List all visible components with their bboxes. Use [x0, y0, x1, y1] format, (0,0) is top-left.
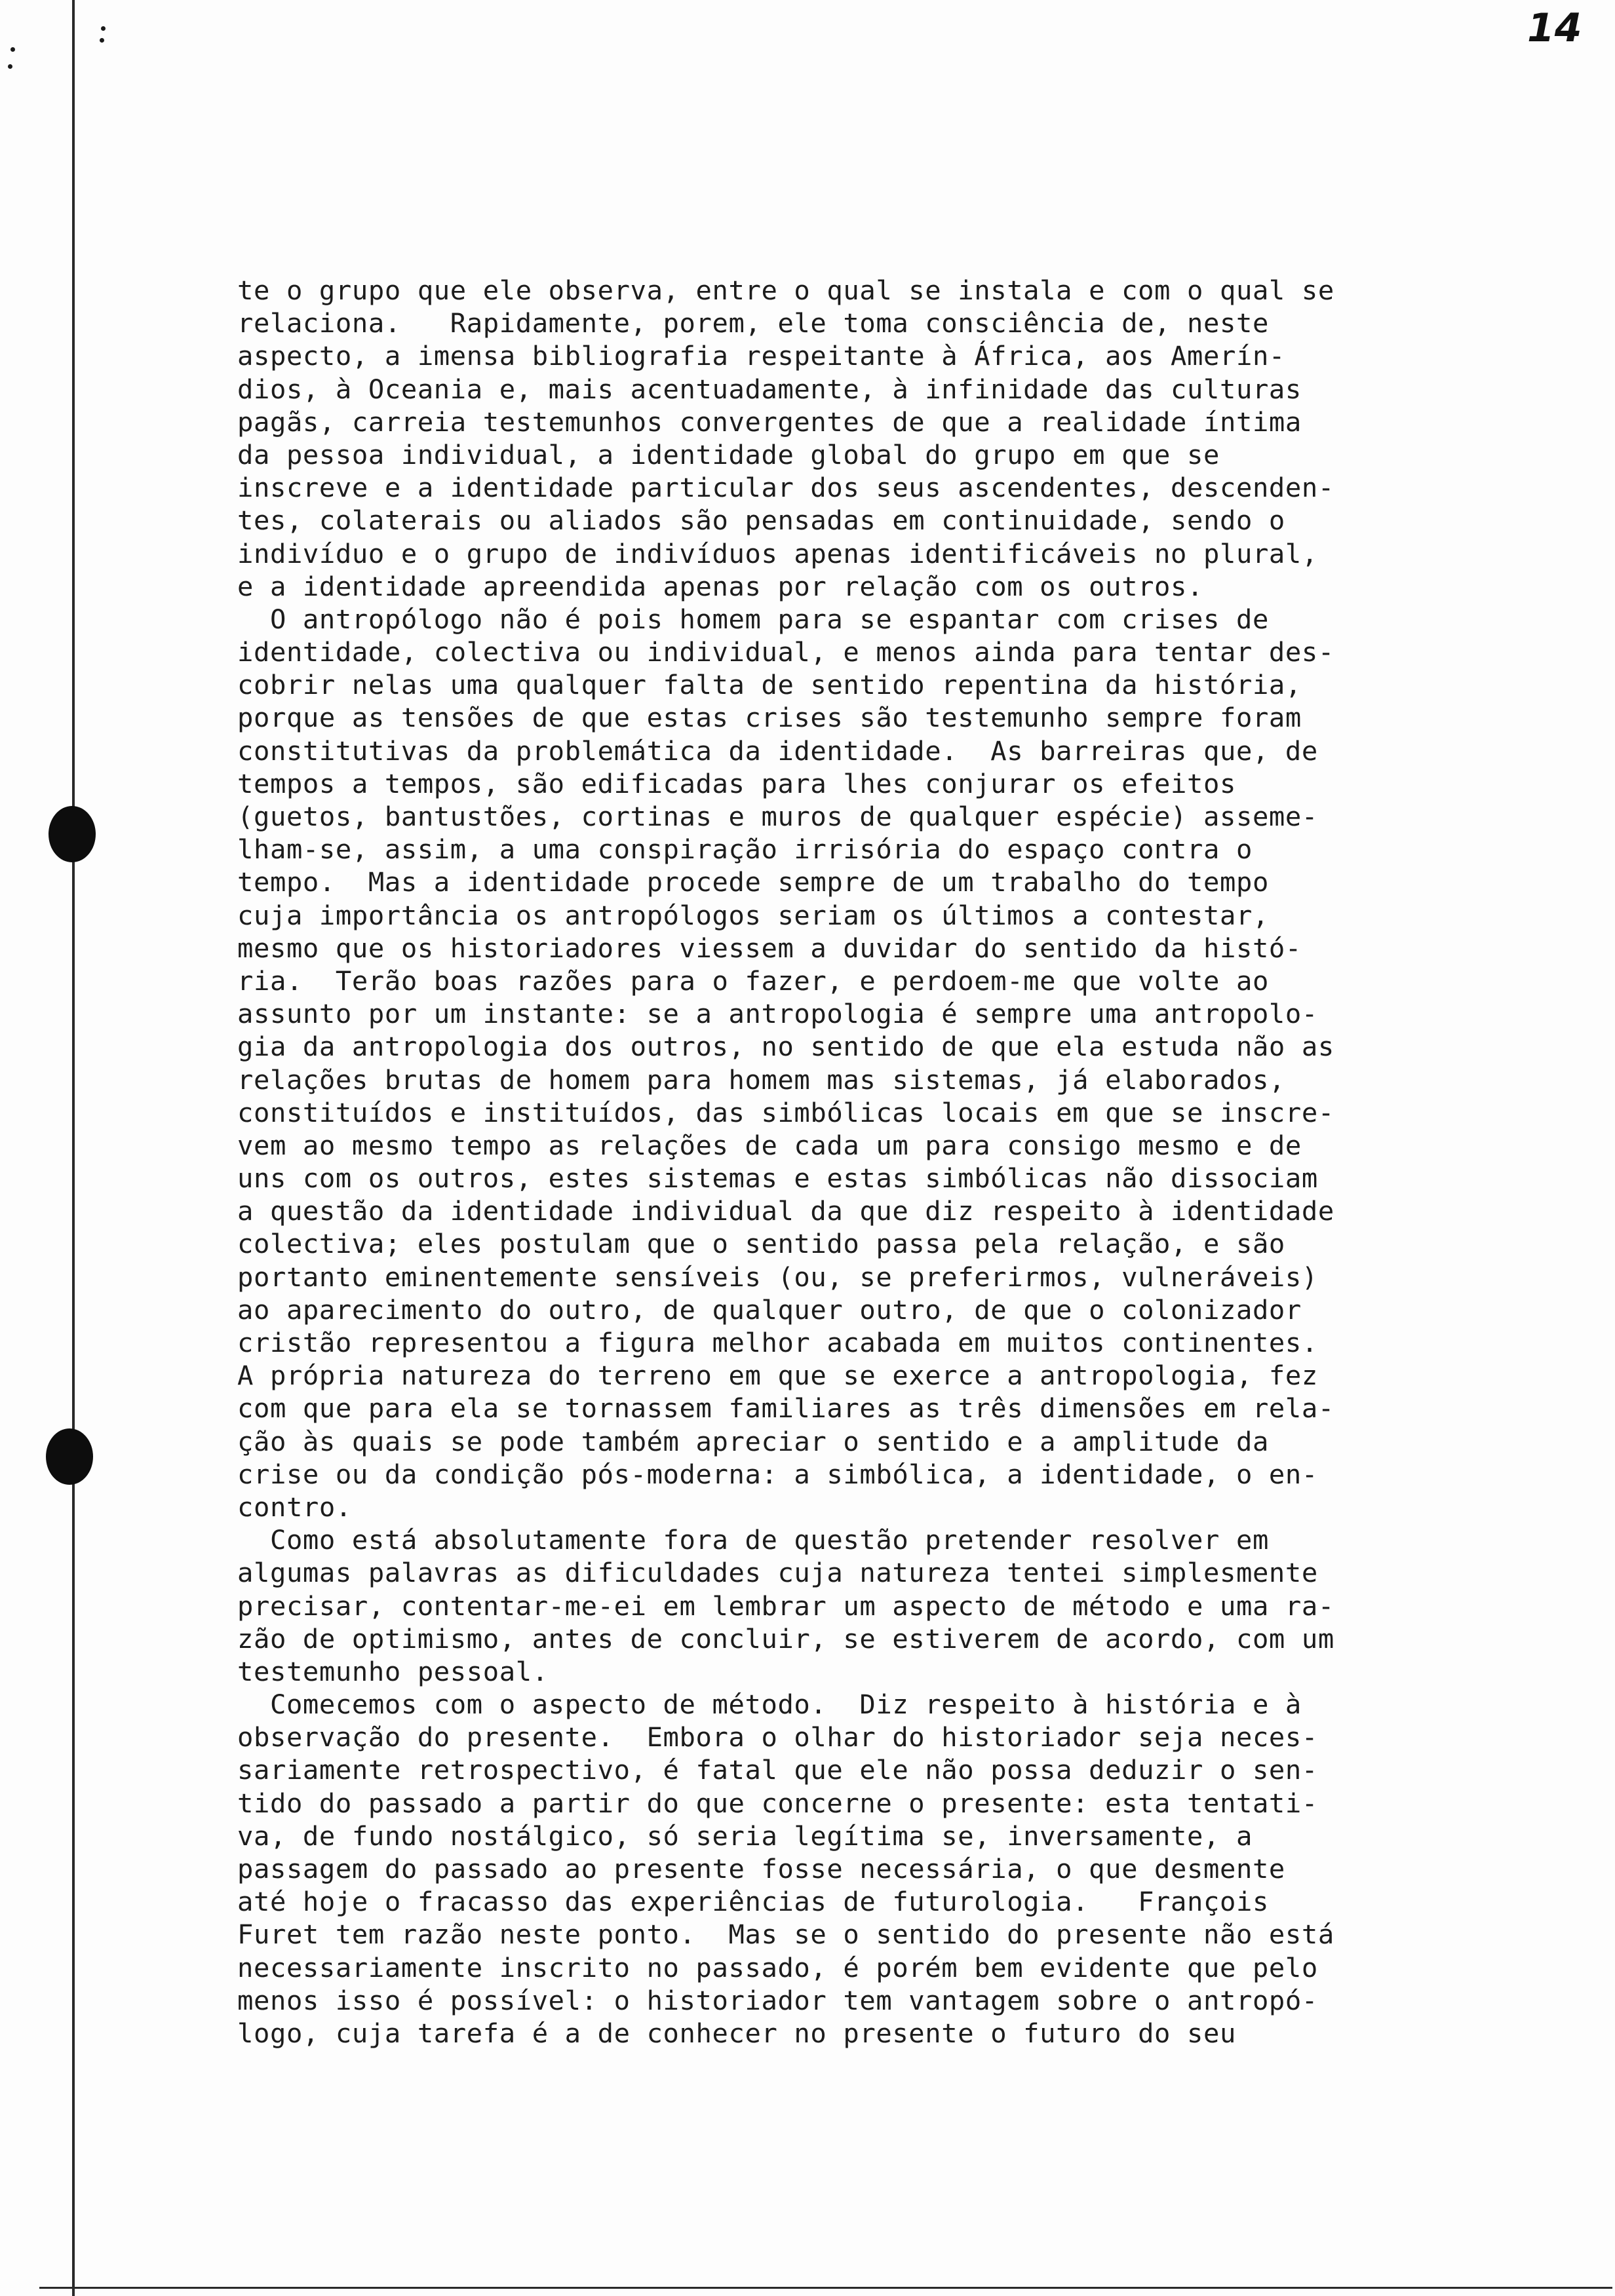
text-line: menos isso é possível: o historiador tem vantagem sobre o antropó- [237, 1984, 1318, 2016]
text-line: com que para ela se tornassem familiares as três dimensões em rela- [237, 1392, 1334, 1425]
text-line: observação do presente. Embora o olhar do historiador seja neces- [237, 1721, 1318, 1753]
text-line: uns com os outros, estes sistemas e estas simbólicas não dissociam [237, 1162, 1318, 1195]
text-line: vem ao mesmo tempo as relações de cada um para consigo mesmo e de [237, 1129, 1302, 1161]
text-line: lham-se, assim, a uma conspiração irrisória do espaço contra o [237, 833, 1253, 866]
text-line: passagem do passado ao presente fosse necessária, o que desmente [237, 1853, 1285, 1885]
body-text [237, 274, 1352, 2050]
text-line: cuja importância os antropólogos seriam os últimos a contestar, [237, 899, 1269, 931]
punch-hole-bottom [46, 1428, 93, 1485]
text-line: zão de optimismo, antes de concluir, se estiverem de acordo, com um [237, 1622, 1334, 1655]
text-line: va, de fundo nostálgico, só seria legítima se, inversamente, a [237, 1820, 1253, 1852]
text-line: tido do passado a partir do que concerne o presente: esta tentati- [237, 1787, 1318, 1819]
text-line: precisar, contentar-me-ei em lembrar um aspecto de método e uma ra- [237, 1590, 1334, 1622]
text-line: necessariamente inscrito no passado, é porém bem evidente que pelo [237, 1951, 1318, 1983]
text-line: colectiva; eles postulam que o sentido passa pela relação, e são [237, 1228, 1285, 1260]
text-line: tempos a tempos, são edificadas para lhes conjurar os efeitos [237, 767, 1236, 799]
text-line: O antropólogo não é pois homem para se espantar com crises de [237, 603, 1269, 635]
text-line: Comecemos com o aspecto de método. Diz respeito à história e à [237, 1689, 1302, 1721]
text-line: algumas palavras as dificuldades cuja natureza tentei simplesmente [237, 1557, 1318, 1589]
text-line: inscreve e a identidade particular dos seus ascendentes, descenden- [237, 472, 1334, 504]
text-line: te o grupo que ele observa, entre o qual se instala e com o qual se [237, 275, 1334, 306]
scan-speck [8, 64, 12, 69]
binding-edge-line [72, 0, 75, 2296]
scan-speck [10, 47, 15, 52]
text-line: (guetos, bantustões, cortinas e muros de qualquer espécie) asseme- [237, 801, 1318, 832]
text-line: relações brutas de homem para homem mas sistemas, já elaborados, [237, 1063, 1285, 1096]
text-line: identidade, colectiva ou individual, e menos ainda para tentar des- [237, 636, 1334, 668]
page-number: 14 [1527, 5, 1582, 51]
text-line: cobrir nelas uma qualquer falta de sentido repentina da história, [237, 669, 1302, 701]
text-line: porque as tensões de que estas crises são testemunho sempre foram [237, 702, 1302, 734]
text-line: tes, colaterais ou aliados são pensadas em continuidade, sendo o [237, 505, 1285, 537]
text-line: testemunho pessoal. [237, 1655, 549, 1687]
text-line: crise ou da condição pós-moderna: a simbólica, a identidade, o en- [237, 1458, 1318, 1490]
punch-hole-top [49, 806, 96, 862]
scan-speck [101, 26, 106, 31]
text-line: constitutivas da problemática da identidade. As barreiras que, de [237, 735, 1318, 767]
text-line: logo, cuja tarefa é a de conhecer no presente o futuro do seu [237, 2017, 1236, 2049]
text-line: e a identidade apreendida apenas por relação com os outros. [237, 570, 1203, 602]
text-line: da pessoa individual, a identidade global do grupo em que se [237, 438, 1220, 470]
text-line: portanto eminentemente sensíveis (ou, se preferirmos, vulneráveis) [237, 1261, 1318, 1293]
text-line: mesmo que os historiadores viessem a duvidar do sentido da histó- [237, 932, 1302, 964]
text-line: gia da antropologia dos outros, no sentido de que ela estuda não as [237, 1031, 1334, 1063]
text-line: sariamente retrospectivo, é fatal que ele não possa deduzir o sen- [237, 1754, 1318, 1786]
text-line: constituídos e instituídos, das simbólicas locais em que se inscre- [237, 1096, 1334, 1128]
text-line: a questão da identidade individual da que diz respeito à identidade [237, 1195, 1334, 1227]
bottom-edge-line [39, 2287, 1612, 2289]
text-line: até hoje o fracasso das experiências de futurologia. François [237, 1886, 1269, 1918]
text-line: Furet tem razão neste ponto. Mas se o sentido do presente não está [237, 1919, 1334, 1951]
text-line: Como está absolutamente fora de questão pretender resolver em [237, 1524, 1269, 1556]
scan-speck [100, 38, 104, 43]
text-line: cristão representou a figura melhor acabada em muitos continentes. [237, 1327, 1318, 1358]
text-line: pagãs, carreia testemunhos convergentes de que a realidade íntima [237, 406, 1302, 438]
text-line: dios, à Oceania e, mais acentuadamente, à infinidade das culturas [237, 373, 1302, 405]
text-line: tempo. Mas a identidade procede sempre de um trabalho do tempo [237, 866, 1269, 898]
text-line: relaciona. Rapidamente, porem, ele toma consciência de, neste [237, 307, 1269, 339]
text-line: ao aparecimento do outro, de qualquer outro, de que o colonizador [237, 1293, 1302, 1326]
text-line: ria. Terão boas razões para o fazer, e perdoem-me que volte ao [237, 965, 1269, 997]
text-line: assunto por um instante: se a antropologia é sempre uma antropolo- [237, 998, 1318, 1030]
text-line: contro. [237, 1491, 352, 1523]
text-line: ção às quais se pode também apreciar o sentido e a amplitude da [237, 1425, 1269, 1457]
text-line: indivíduo e o grupo de indivíduos apenas identificáveis no plural, [237, 537, 1318, 569]
text-line: aspecto, a imensa bibliografia respeitante à África, aos Amerín- [237, 340, 1285, 372]
text-line: A própria natureza do terreno em que se exerce a antropologia, fez [237, 1360, 1318, 1392]
